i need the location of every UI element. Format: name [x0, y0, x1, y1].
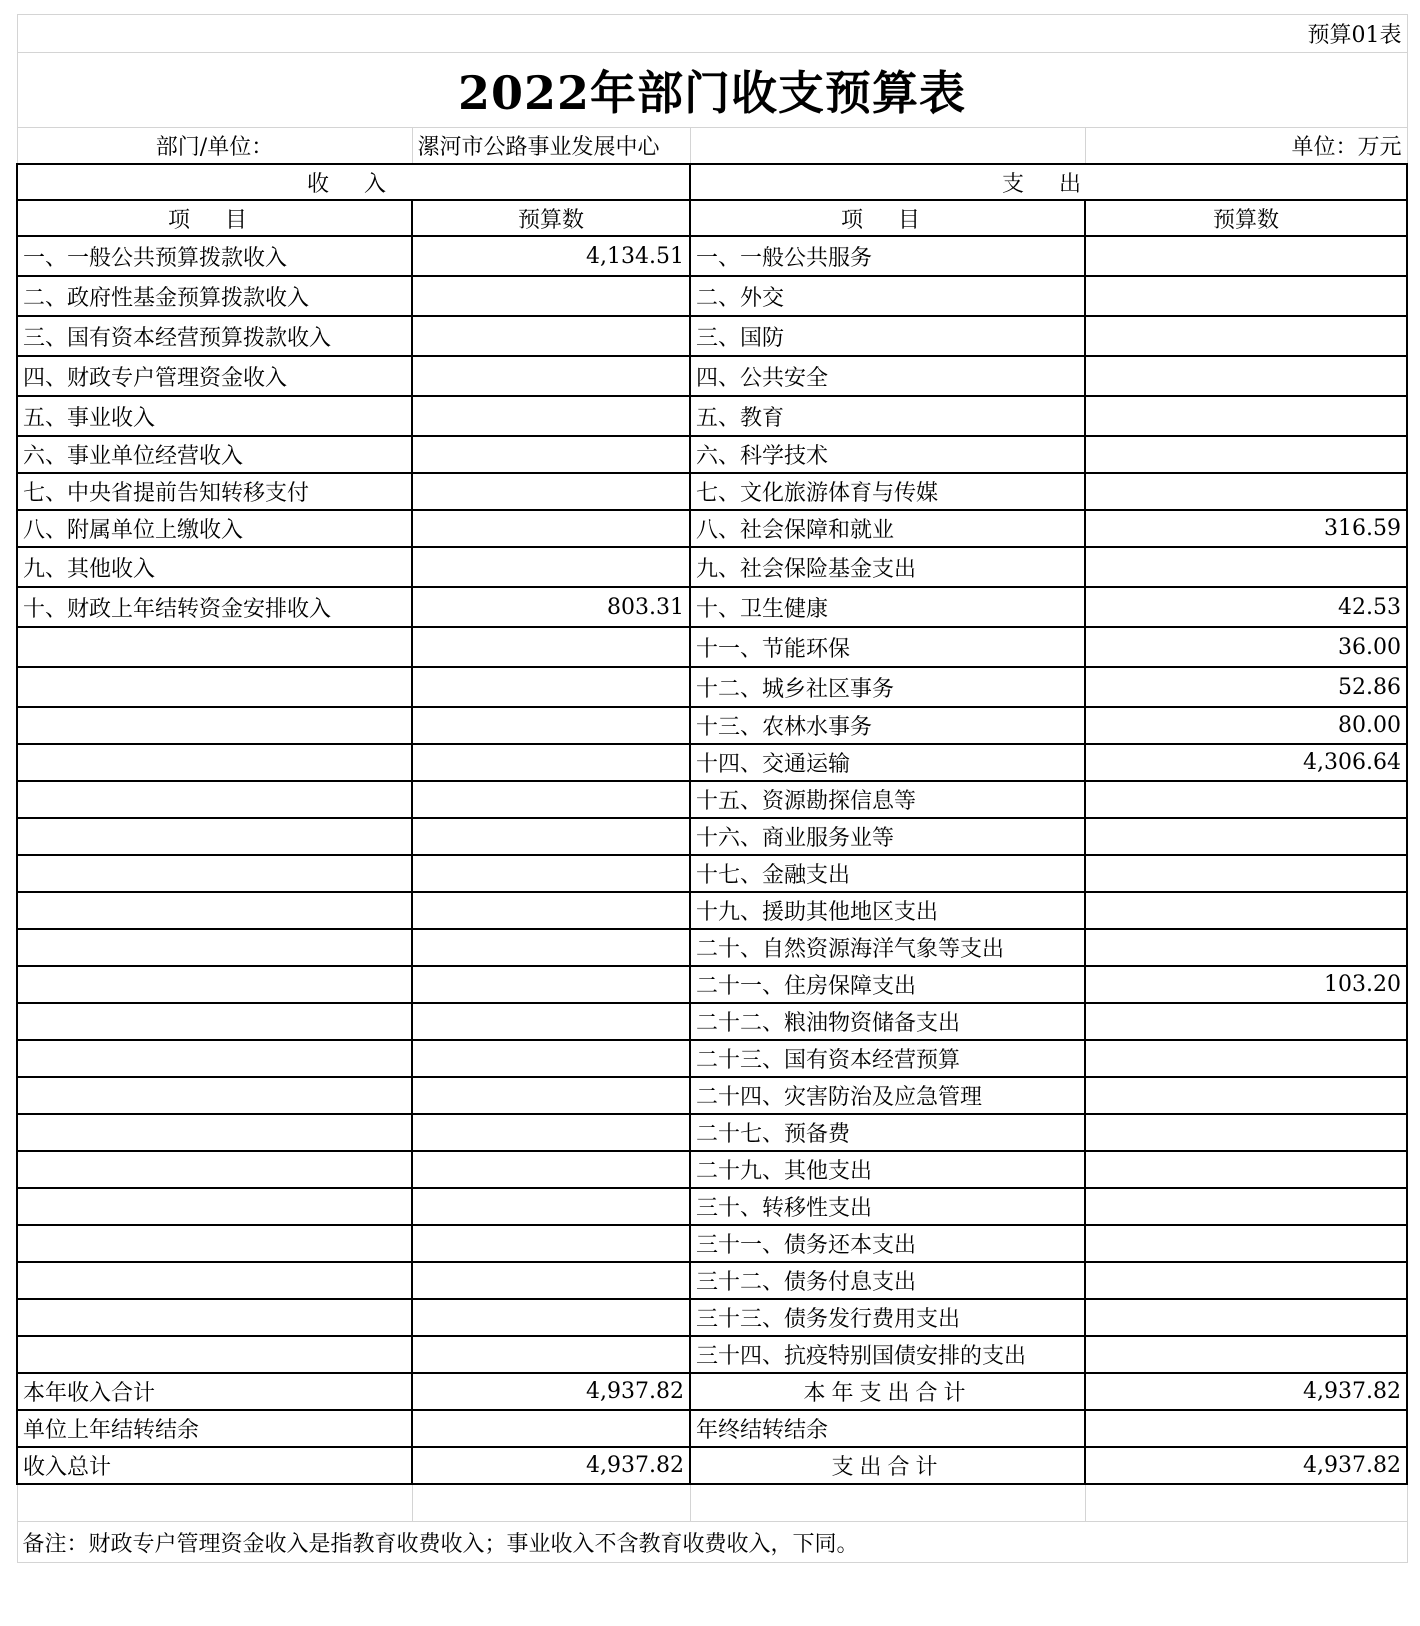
total-income-amount: 4,937.82 — [412, 1447, 690, 1484]
income-item-cell: 六、事业单位经营收入 — [17, 436, 412, 473]
table-row — [17, 1040, 1407, 1077]
income-amount-cell — [412, 396, 690, 436]
expense-amount-cell — [1085, 1077, 1407, 1114]
expense-amount-cell — [1085, 892, 1407, 929]
expense-amount-cell: 316.59 — [1085, 510, 1407, 547]
total-income-amount — [412, 1410, 690, 1447]
column-header-row — [17, 200, 1407, 236]
expense-budget-header: 预算数 — [1085, 200, 1407, 236]
section-header-row — [17, 164, 1407, 200]
expense-item-cell: 二十二、粮油物资储备支出 — [690, 1003, 1085, 1040]
table-row — [17, 855, 1407, 892]
expense-amount-cell — [1085, 1262, 1407, 1299]
table-row — [17, 1225, 1407, 1262]
expense-item-cell: 二十三、国有资本经营预算 — [690, 1040, 1085, 1077]
expense-amount-cell: 36.00 — [1085, 627, 1407, 667]
income-item-cell — [17, 744, 412, 781]
expense-amount-cell — [1085, 1299, 1407, 1336]
table-row — [17, 1077, 1407, 1114]
title-row — [17, 53, 1407, 128]
income-item-cell — [17, 892, 412, 929]
income-item-cell: 九、其他收入 — [17, 547, 412, 587]
expense-amount-cell: 80.00 — [1085, 707, 1407, 744]
table-row — [17, 1188, 1407, 1225]
page-title: 2022年部门收支预算表 — [17, 53, 1407, 128]
table-row — [17, 929, 1407, 966]
income-item-cell: 八、附属单位上缴收入 — [17, 510, 412, 547]
income-amount-cell — [412, 781, 690, 818]
table-row — [17, 1336, 1407, 1373]
expense-amount-cell — [1085, 473, 1407, 510]
table-row — [17, 627, 1407, 667]
total-row — [17, 1447, 1407, 1484]
table-row — [17, 744, 1407, 781]
expense-item-cell: 三十一、债务还本支出 — [690, 1225, 1085, 1262]
income-item-cell — [17, 929, 412, 966]
income-item-cell: 三、国有资本经营预算拨款收入 — [17, 316, 412, 356]
income-item-cell — [17, 1262, 412, 1299]
income-amount-cell — [412, 929, 690, 966]
income-amount-cell — [412, 1114, 690, 1151]
expense-item-cell: 二十四、灾害防治及应急管理 — [690, 1077, 1085, 1114]
expense-amount-cell — [1085, 1225, 1407, 1262]
table-row — [17, 1299, 1407, 1336]
income-amount-cell — [412, 818, 690, 855]
income-item-cell — [17, 1114, 412, 1151]
budget-sheet — [16, 14, 1406, 1563]
expense-amount-cell — [1085, 316, 1407, 356]
expense-amount-cell — [1085, 818, 1407, 855]
unit-label: 单位：万元 — [1085, 128, 1407, 165]
income-amount-cell — [412, 855, 690, 892]
income-item-header: 项 目 — [17, 200, 412, 236]
dept-name: 漯河市公路事业发展中心 — [412, 128, 690, 165]
income-budget-header: 预算数 — [412, 200, 690, 236]
expense-item-cell: 十二、城乡社区事务 — [690, 667, 1085, 707]
expense-item-cell: 十一、节能环保 — [690, 627, 1085, 667]
table-row — [17, 436, 1407, 473]
total-expense-label: 年终结转结余 — [690, 1410, 1085, 1447]
expense-item-cell: 十七、金融支出 — [690, 855, 1085, 892]
income-amount-cell — [412, 1188, 690, 1225]
expense-item-cell: 七、文化旅游体育与传媒 — [690, 473, 1085, 510]
expense-item-cell: 二十七、预备费 — [690, 1114, 1085, 1151]
income-amount-cell — [412, 1336, 690, 1373]
table-row — [17, 818, 1407, 855]
income-item-cell — [17, 1003, 412, 1040]
income-amount-cell — [412, 316, 690, 356]
table-row — [17, 276, 1407, 316]
expense-amount-cell — [1085, 1151, 1407, 1188]
income-item-cell — [17, 1040, 412, 1077]
table-row — [17, 356, 1407, 396]
expense-item-cell: 二十一、住房保障支出 — [690, 966, 1085, 1003]
income-item-cell — [17, 1151, 412, 1188]
expense-item-cell: 三十、转移性支出 — [690, 1188, 1085, 1225]
expense-item-cell: 四、公共安全 — [690, 356, 1085, 396]
table-row — [17, 587, 1407, 627]
expense-amount-cell: 103.20 — [1085, 966, 1407, 1003]
expense-item-cell: 三、国防 — [690, 316, 1085, 356]
income-amount-cell — [412, 1151, 690, 1188]
spacer-cell — [17, 1484, 412, 1522]
expense-amount-cell — [1085, 1040, 1407, 1077]
expense-amount-cell — [1085, 396, 1407, 436]
income-item-cell: 七、中央省提前告知转移支付 — [17, 473, 412, 510]
expense-item-cell: 三十四、抗疫特别国债安排的支出 — [690, 1336, 1085, 1373]
total-expense-amount: 4,937.82 — [1085, 1373, 1407, 1410]
income-item-cell — [17, 855, 412, 892]
form-tag-row — [17, 15, 1407, 53]
income-amount-cell — [412, 744, 690, 781]
spacer-row — [17, 1484, 1407, 1522]
expense-item-cell: 二十、自然资源海洋气象等支出 — [690, 929, 1085, 966]
expense-amount-cell — [1085, 276, 1407, 316]
expense-item-cell: 六、科学技术 — [690, 436, 1085, 473]
expense-amount-cell — [1085, 781, 1407, 818]
income-amount-cell — [412, 1299, 690, 1336]
expense-item-cell: 八、社会保障和就业 — [690, 510, 1085, 547]
expense-item-cell: 十四、交通运输 — [690, 744, 1085, 781]
income-item-cell: 十、财政上年结转资金安排收入 — [17, 587, 412, 627]
income-item-cell: 四、财政专户管理资金收入 — [17, 356, 412, 396]
income-header: 收 入 — [17, 164, 690, 200]
income-item-cell — [17, 667, 412, 707]
income-item-cell — [17, 1188, 412, 1225]
total-expense-amount — [1085, 1410, 1407, 1447]
total-expense-label: 本年支出合计 — [690, 1373, 1085, 1410]
income-amount-cell — [412, 1262, 690, 1299]
table-row — [17, 781, 1407, 818]
income-amount-cell: 803.31 — [412, 587, 690, 627]
expense-amount-cell: 52.86 — [1085, 667, 1407, 707]
income-amount-cell — [412, 1003, 690, 1040]
table-row — [17, 316, 1407, 356]
total-expense-label: 支出合计 — [690, 1447, 1085, 1484]
income-amount-cell — [412, 627, 690, 667]
income-item-cell: 五、事业收入 — [17, 396, 412, 436]
income-amount-cell — [412, 1077, 690, 1114]
expense-item-cell: 五、教育 — [690, 396, 1085, 436]
table-row — [17, 1114, 1407, 1151]
income-amount-cell — [412, 547, 690, 587]
form-tag: 预算01表 — [17, 15, 1407, 53]
spacer-cell — [412, 1484, 690, 1522]
total-income-amount: 4,937.82 — [412, 1373, 690, 1410]
footnote: 备注：财政专户管理资金收入是指教育收费收入；事业收入不含教育收费收入，下同。 — [17, 1522, 1407, 1563]
income-amount-cell — [412, 356, 690, 396]
expense-header: 支 出 — [690, 164, 1407, 200]
income-item-cell — [17, 818, 412, 855]
income-item-cell — [17, 966, 412, 1003]
income-item-cell — [17, 627, 412, 667]
table-row — [17, 1262, 1407, 1299]
income-amount-cell — [412, 892, 690, 929]
meta-row — [17, 128, 1407, 165]
table-row — [17, 667, 1407, 707]
income-item-cell — [17, 1336, 412, 1373]
income-item-cell: 一、一般公共预算拨款收入 — [17, 236, 412, 276]
total-row — [17, 1410, 1407, 1447]
expense-amount-cell — [1085, 356, 1407, 396]
table-row — [17, 892, 1407, 929]
expense-amount-cell — [1085, 1336, 1407, 1373]
expense-amount-cell — [1085, 1188, 1407, 1225]
spacer-cell — [690, 1484, 1085, 1522]
expense-amount-cell — [1085, 436, 1407, 473]
note-row — [17, 1522, 1407, 1563]
income-amount-cell — [412, 1225, 690, 1262]
income-item-cell — [17, 1299, 412, 1336]
total-income-label: 单位上年结转结余 — [17, 1410, 412, 1447]
expense-amount-cell — [1085, 855, 1407, 892]
expense-item-cell: 二、外交 — [690, 276, 1085, 316]
total-income-label: 收入总计 — [17, 1447, 412, 1484]
table-row — [17, 547, 1407, 587]
expense-item-cell: 十五、资源勘探信息等 — [690, 781, 1085, 818]
total-row — [17, 1373, 1407, 1410]
expense-item-cell: 十六、商业服务业等 — [690, 818, 1085, 855]
expense-amount-cell — [1085, 1003, 1407, 1040]
expense-item-header: 项 目 — [690, 200, 1085, 236]
income-item-cell — [17, 707, 412, 744]
table-row — [17, 1003, 1407, 1040]
total-income-label: 本年收入合计 — [17, 1373, 412, 1410]
expense-item-cell: 一、一般公共服务 — [690, 236, 1085, 276]
table-row — [17, 236, 1407, 276]
income-item-cell: 二、政府性基金预算拨款收入 — [17, 276, 412, 316]
income-amount-cell — [412, 510, 690, 547]
table-row — [17, 1151, 1407, 1188]
table-row — [17, 707, 1407, 744]
income-item-cell — [17, 1225, 412, 1262]
expense-item-cell: 九、社会保险基金支出 — [690, 547, 1085, 587]
income-amount-cell — [412, 707, 690, 744]
income-amount-cell — [412, 473, 690, 510]
expense-item-cell: 三十三、债务发行费用支出 — [690, 1299, 1085, 1336]
table-row — [17, 510, 1407, 547]
income-amount-cell — [412, 1040, 690, 1077]
table-row — [17, 473, 1407, 510]
income-amount-cell — [412, 667, 690, 707]
total-expense-amount: 4,937.82 — [1085, 1447, 1407, 1484]
income-amount-cell: 4,134.51 — [412, 236, 690, 276]
dept-label: 部门/单位： — [17, 128, 412, 165]
expense-amount-cell: 42.53 — [1085, 587, 1407, 627]
table-row — [17, 396, 1407, 436]
expense-item-cell: 十三、农林水事务 — [690, 707, 1085, 744]
expense-amount-cell — [1085, 1114, 1407, 1151]
expense-item-cell: 二十九、其他支出 — [690, 1151, 1085, 1188]
expense-amount-cell: 4,306.64 — [1085, 744, 1407, 781]
expense-item-cell: 十、卫生健康 — [690, 587, 1085, 627]
income-item-cell — [17, 1077, 412, 1114]
income-amount-cell — [412, 966, 690, 1003]
income-item-cell — [17, 781, 412, 818]
meta-blank — [690, 128, 1085, 165]
income-amount-cell — [412, 276, 690, 316]
income-amount-cell — [412, 436, 690, 473]
expense-item-cell: 十九、援助其他地区支出 — [690, 892, 1085, 929]
expense-amount-cell — [1085, 547, 1407, 587]
expense-item-cell: 三十二、债务付息支出 — [690, 1262, 1085, 1299]
expense-amount-cell — [1085, 929, 1407, 966]
spacer-cell — [1085, 1484, 1407, 1522]
budget-table — [16, 14, 1408, 1563]
expense-amount-cell — [1085, 236, 1407, 276]
table-row — [17, 966, 1407, 1003]
